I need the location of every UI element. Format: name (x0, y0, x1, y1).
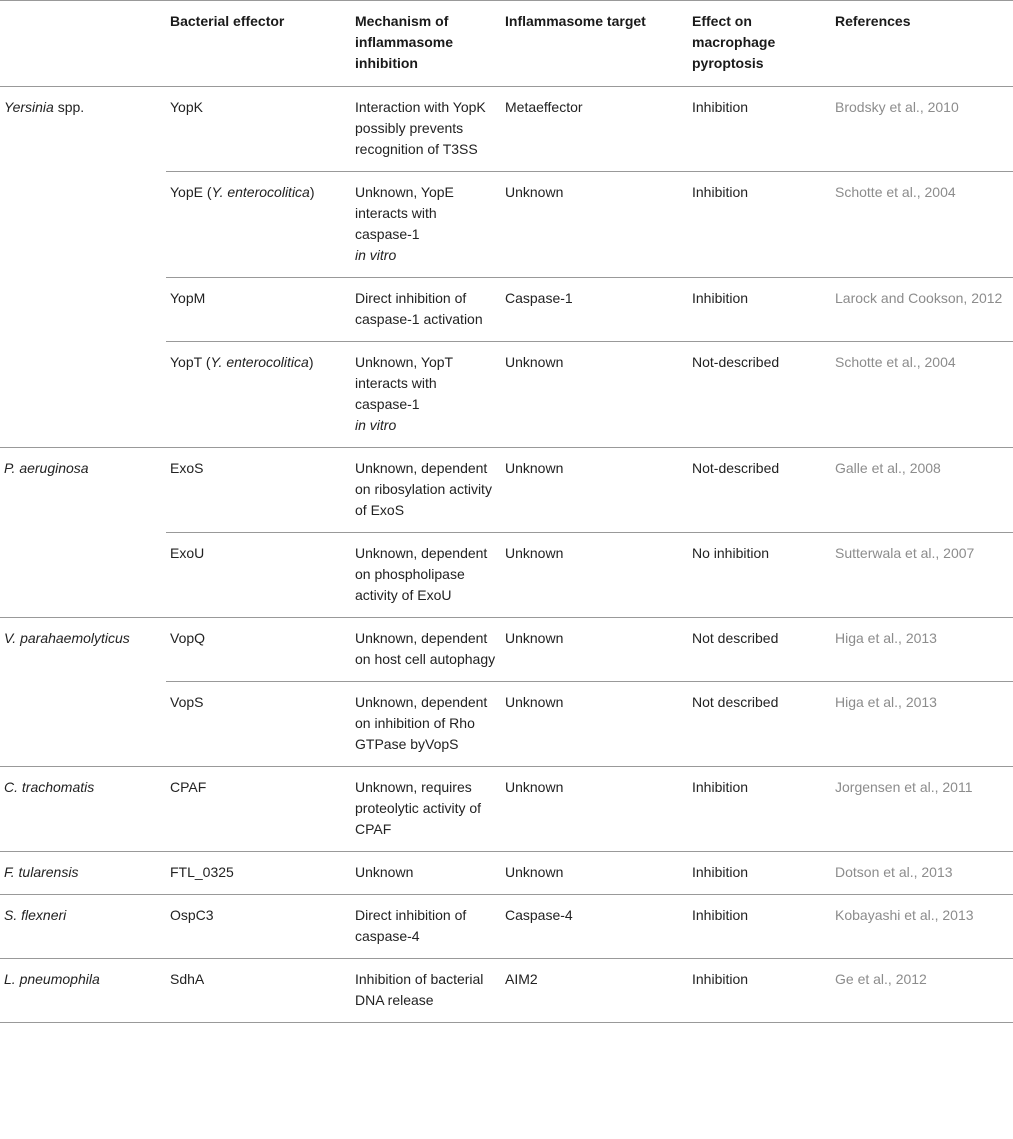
reference-link[interactable]: Galle et al., 2008 (831, 448, 1013, 533)
effector-species: Y. enterocolitica (211, 184, 310, 200)
effect-cell: Not-described (688, 448, 831, 533)
table-row (0, 959, 1013, 1023)
table-row (0, 767, 1013, 852)
mechanism-cell: Unknown, dependent on inhibition of Rho GTPase byVopS (351, 682, 501, 767)
effector-species: Y. enterocolitica (210, 354, 309, 370)
header-effect: Effect on macrophage pyroptosis (688, 1, 831, 87)
header-effector: Bacterial effector (166, 1, 351, 87)
reference-link[interactable]: Jorgensen et al., 2011 (831, 767, 1013, 852)
mechanism-italic: in vitro (355, 417, 397, 433)
target-cell: Unknown (501, 767, 688, 852)
organism-cell: P. aeruginosa (0, 448, 166, 618)
effector-close: ) (309, 184, 315, 200)
effector-cell: YopK (166, 87, 351, 172)
table-row (0, 852, 1013, 895)
target-cell: AIM2 (501, 959, 688, 1023)
effect-cell: Inhibition (688, 852, 831, 895)
mechanism-cell: Unknown, dependent on host cell autophagy (351, 618, 501, 682)
target-cell: Unknown (501, 618, 688, 682)
effect-cell: Not-described (688, 342, 831, 448)
effector-name: YopT ( (170, 354, 211, 370)
header-row (0, 1, 1013, 87)
mechanism-cell: Interaction with YopK possibly prevents recognition of T3SS (351, 87, 501, 172)
effect-cell: Not described (688, 682, 831, 767)
reference-link[interactable]: Schotte et al., 2004 (831, 342, 1013, 448)
mechanism-cell: Direct inhibition of caspase-4 (351, 895, 501, 959)
organism-cell: F. tularensis (0, 852, 166, 895)
mechanism-cell: Unknown, dependent on ribosylation activity of ExoS (351, 448, 501, 533)
header-organism (0, 1, 166, 87)
effect-cell: Not described (688, 618, 831, 682)
organism-name: Yersinia (4, 99, 54, 115)
effector-cell: VopQ (166, 618, 351, 682)
mechanism-text: Unknown, YopT interacts with caspase-1 (355, 354, 453, 412)
mechanism-cell (351, 172, 501, 278)
organism-cell: V. parahaemolyticus (0, 618, 166, 767)
reference-link[interactable]: Ge et al., 2012 (831, 959, 1013, 1023)
target-cell: Unknown (501, 172, 688, 278)
mechanism-cell: Unknown, requires proteolytic activity of CPAF (351, 767, 501, 852)
effector-cell: ExoS (166, 448, 351, 533)
organism-cell (0, 87, 166, 448)
organism-cell: C. trachomatis (0, 767, 166, 852)
target-cell: Unknown (501, 533, 688, 618)
effector-name: YopE ( (170, 184, 212, 200)
effector-cell (166, 172, 351, 278)
organism-suffix: spp. (53, 99, 85, 115)
reference-link[interactable]: Kobayashi et al., 2013 (831, 895, 1013, 959)
effector-cell: CPAF (166, 767, 351, 852)
reference-link[interactable]: Sutterwala et al., 2007 (831, 533, 1013, 618)
effect-cell: Inhibition (688, 959, 831, 1023)
reference-link[interactable]: Dotson et al., 2013 (831, 852, 1013, 895)
target-cell: Unknown (501, 852, 688, 895)
table-row (0, 618, 1013, 682)
target-cell: Unknown (501, 682, 688, 767)
mechanism-cell: Unknown, dependent on phospholipase activity of ExoU (351, 533, 501, 618)
effector-cell (166, 342, 351, 448)
header-mechanism: Mechanism of inflammasome inhibition (351, 1, 501, 87)
target-cell: Caspase-1 (501, 278, 688, 342)
target-cell: Caspase-4 (501, 895, 688, 959)
mechanism-cell (351, 342, 501, 448)
reference-link[interactable]: Larock and Cookson, 2012 (831, 278, 1013, 342)
organism-cell: S. flexneri (0, 895, 166, 959)
effect-cell: Inhibition (688, 87, 831, 172)
reference-link[interactable]: Higa et al., 2013 (831, 682, 1013, 767)
header-references: References (831, 1, 1013, 87)
effector-cell: ExoU (166, 533, 351, 618)
mechanism-cell: Direct inhibition of caspase-1 activation (351, 278, 501, 342)
mechanism-cell: Unknown (351, 852, 501, 895)
effect-cell: Inhibition (688, 895, 831, 959)
target-cell: Unknown (501, 342, 688, 448)
target-cell: Unknown (501, 448, 688, 533)
effector-cell: FTL_0325 (166, 852, 351, 895)
effector-cell: OspC3 (166, 895, 351, 959)
organism-cell: L. pneumophila (0, 959, 166, 1023)
reference-link[interactable]: Brodsky et al., 2010 (831, 87, 1013, 172)
effector-close: ) (308, 354, 314, 370)
mechanism-cell: Inhibition of bacterial DNA release (351, 959, 501, 1023)
table-row (0, 87, 1013, 172)
header-target: Inflammasome target (501, 1, 688, 87)
reference-link[interactable]: Higa et al., 2013 (831, 618, 1013, 682)
target-cell: Metaeffector (501, 87, 688, 172)
mechanism-italic: in vitro (355, 247, 397, 263)
effector-cell: VopS (166, 682, 351, 767)
effector-cell: SdhA (166, 959, 351, 1023)
mechanism-text: Unknown, YopE interacts with caspase-1 (355, 184, 454, 242)
reference-link[interactable]: Schotte et al., 2004 (831, 172, 1013, 278)
table-row (0, 895, 1013, 959)
effect-cell: Inhibition (688, 278, 831, 342)
effector-cell: YopM (166, 278, 351, 342)
effect-cell: No inhibition (688, 533, 831, 618)
effect-cell: Inhibition (688, 172, 831, 278)
effect-cell: Inhibition (688, 767, 831, 852)
table-row (0, 448, 1013, 533)
